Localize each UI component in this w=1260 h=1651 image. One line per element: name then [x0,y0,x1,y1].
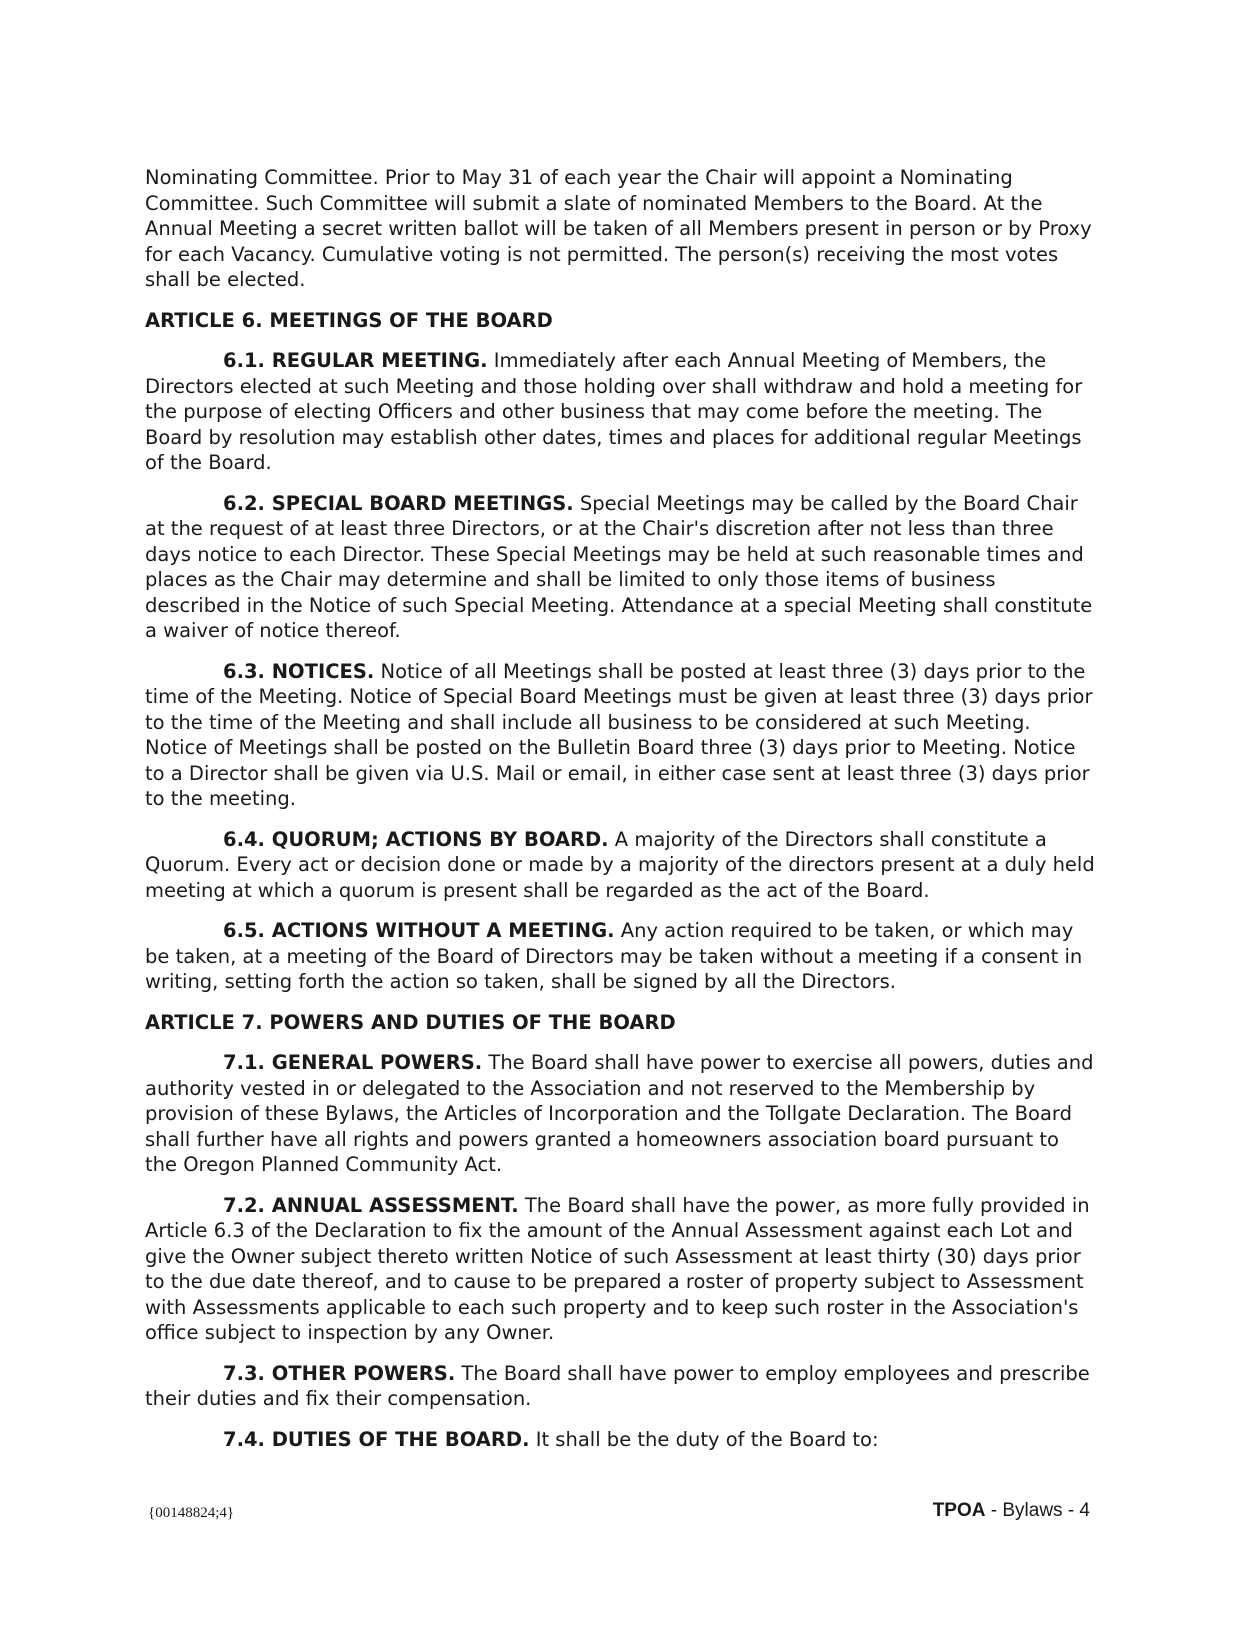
footer-org: TPOA [932,1500,986,1521]
section-7-1-title: 7.1. GENERAL POWERS. [223,1051,483,1074]
section-6-2-title: 6.2. SPECIAL BOARD MEETINGS. [223,491,574,515]
document-id: {00148824;4} [148,1505,235,1521]
nominating-committee-paragraph: Nominating Committee. Prior to May 31 of each year the Chair will appoint a Nominating Committee. Such Committee will submit a slate of nominated Members to the Board. At the Annual Meeting a secret written ballot will be taken of all Members present in person or by Proxy for each Vacancy. Cumulative voting is not permitted. The person(s) receiving the most votes shall be elected. [145,166,1092,291]
section-7-3-text: The Board shall have power to employ employees and prescribe their duties and fix their compensation. [145,1361,1090,1410]
document-body [145,165,1095,1467]
section-6-4-text: A majority of the Directors shall constitute a Quorum. Every act or decision done or made by a majority of the directors present at a duly held meeting at which a quorum is present shall be regarded as the act of the Board. [145,827,1095,902]
section-6-2 [145,491,1095,644]
section-7-2 [145,1193,1095,1346]
section-7-4-title: 7.4. DUTIES OF THE BOARD. [223,1427,530,1451]
section-7-2-title: 7.2. ANNUAL ASSESSMENT. [223,1193,519,1217]
article-7-heading: ARTICLE 7. POWERS AND DUTIES OF THE BOARD [145,1010,676,1034]
footer-page-label: - Bylaws - 4 [985,1500,1090,1521]
section-6-1-title: 6.1. REGULAR MEETING. [223,349,488,372]
section-6-3-title: 6.3. NOTICES. [223,659,375,683]
section-6-4-title: 6.4. QUORUM; ACTIONS BY BOARD. [223,827,609,851]
page-footer [933,1500,1090,1522]
section-7-2-text: The Board shall have the power, as more fully provided in Article 6.3 of the Declaration to fix the amount of the Annual Assessment against each Lot and give the Owner subject thereto written Notice of such Assessment at least thirty (30) days prior to the due date thereof, and to cause to be prepared a roster of property subject to Assessment with Assessments applicable to each such property and to keep such roster in the Association's office subject to inspection by any Owner. [145,1193,1090,1344]
section-7-3-title: 7.3. OTHER POWERS. [223,1361,456,1385]
section-7-4 [145,1427,1095,1453]
section-6-5-text: Any action required to be taken, or which may be taken, at a meeting of the Board of Directors may be taken without a meeting if a consent in writing, setting forth the action so taken, shall be signed by all the Directors. [145,919,1083,993]
section-6-2-text: Special Meetings may be called by the Board Chair at the request of at least three Directors, or at the Chair's discretion after not less than three days notice to each Director. These Special Meetings may be held at such reasonable times and places as the Chair may determine and shall be limited to only those items of business described in the Notice of such Special Meeting. Attendance at a special Meeting shall constitute a waiver of notice thereof. [145,491,1093,642]
article-6-heading: ARTICLE 6. MEETINGS OF THE BOARD [145,308,553,332]
section-6-3 [145,659,1095,812]
section-7-1 [145,1050,1095,1178]
section-7-3 [145,1361,1095,1412]
section-6-3-text: Notice of all Meetings shall be posted at least three (3) days prior to the time of the Meeting. Notice of Special Board Meetings must be given at least three (3) days prior to the time of the Meeting and shall include all business to be considered at such Meeting. Notice of Meetings shall be posted on the Bulletin Board three (3) days prior to Meeting. Notice to a Director shall be given via U.S. Mail or email, in either case sent at least three (3) days prior to the meeting. [145,659,1093,810]
section-7-1-text: The Board shall have power to exercise all powers, duties and authority vested in or delegated to the Association and not reserved to the Membership by provision of these Bylaws, the Articles of Incorporation and the Tollgate Declaration. The Board shall further have all rights and powers granted a homeowners association board pursuant to the Oregon Planned Community Act. [145,1051,1094,1176]
section-6-4 [145,827,1095,904]
section-6-1 [145,348,1095,476]
section-6-5-title: 6.5. ACTIONS WITHOUT A MEETING. [223,919,615,942]
section-7-4-text: It shall be the duty of the Board to: [529,1427,879,1451]
section-6-5 [145,918,1095,995]
section-6-1-text: Immediately after each Annual Meeting of Members, the Directors elected at such Meeting and those holding over shall withdraw and hold a meeting for the purpose of electing Officers and other business that may come before the meeting. The Board by resolution may establish other dates, times and places for additional regular Meetings of the Board. [145,349,1083,474]
